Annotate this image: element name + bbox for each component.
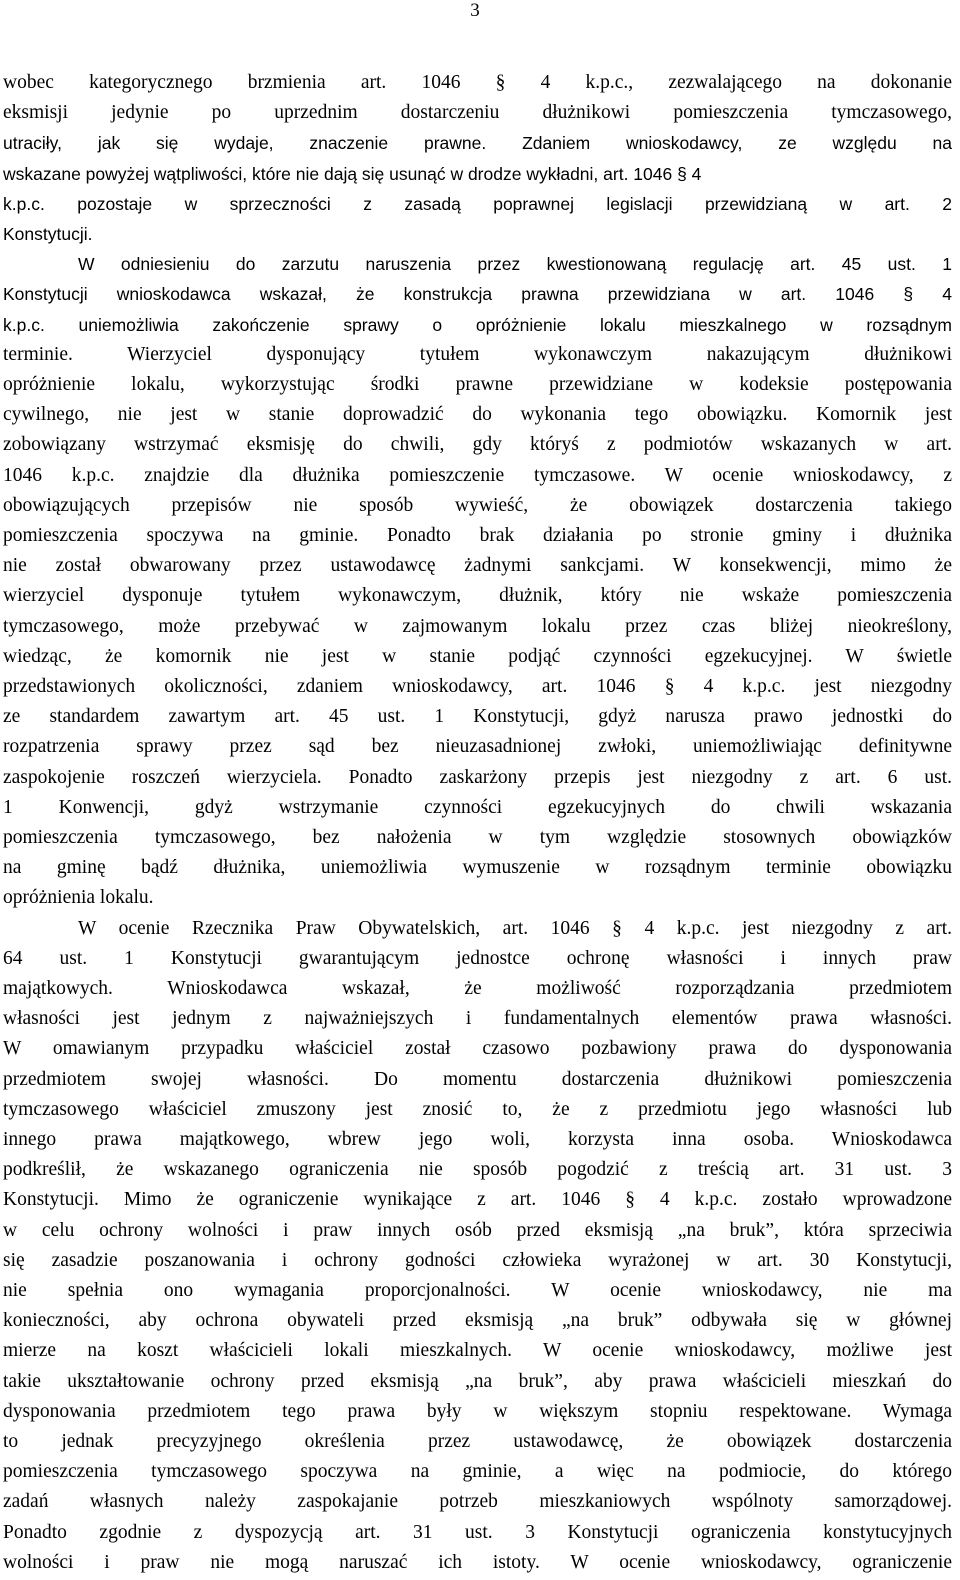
text-line: wobec kategorycznego brzmienia art. 1046 § 4 k.p.c., zezwalającego na dokonanie: [3, 72, 952, 93]
text-line: zaspokojenie roszczeń wierzyciela. Ponadto zaskarżony przepis jest niezgodny z art. 6 ust.: [3, 766, 952, 788]
text-line: konieczności, aby ochrona obywateli przed eksmisją „na bruk” odbywała się w głównej: [3, 1310, 952, 1332]
text-line: pomieszczenia tymczasowego spoczywa na gminie, a więc na podmiocie, do którego: [3, 1461, 952, 1483]
text-line: opróżnienie lokalu, wykorzystując środki prawne przewidziane w kodeksie postępowania: [3, 374, 952, 395]
text-line: obowiązujących przepisów nie sposób wywieść, że obowiązek dostarczenia takiego: [3, 494, 952, 516]
text-line: 1 Konwencji, gdyż wstrzymanie czynności egzekucyjnych do chwili wskazania: [3, 796, 952, 818]
page-number: 3: [470, 0, 480, 21]
text-line: cywilnego, nie jest w stanie doprowadzić do wykonania tego obowiązku. Komornik jest: [3, 404, 952, 426]
text-line: na gminę bądź dłużnika, uniemożliwia wymuszenie w rozsądnym terminie obowiązku: [3, 857, 952, 879]
text-line: eksmisji jedynie po uprzednim dostarczeniu dłużnikowi pomieszczenia tymczasowego,: [3, 102, 952, 124]
text-line: wierzyciel dysponuje tytułem wykonawczym, dłużnik, który nie wskaże pomieszczenia: [3, 585, 952, 607]
text-line: utraciły, jak się wydaje, znaczenie prawne. Zdaniem wnioskodawcy, ze względu na: [3, 133, 952, 154]
text-line: pomieszczenia spoczywa na gminie. Ponadto brak działania po stronie gminy i dłużnika: [3, 525, 952, 546]
text-line: zadań własnych należy zaspokajanie potrzeb mieszkaniowych wspólnoty samorządowej.: [3, 1491, 952, 1513]
text-line: przedstawionych okoliczności, zdaniem wnioskodawcy, art. 1046 § 4 k.p.c. jest niezgodny: [3, 676, 952, 697]
text-line: wolności i praw nie mogą naruszać ich istoty. W ocenie wnioskodawcy, ograniczenie: [3, 1551, 952, 1573]
text-line: W ocenie Rzecznika Praw Obywatelskich, art. 1046 § 4 k.p.c. jest niezgodny z art.: [78, 917, 952, 939]
text-line: W odniesieniu do zarzutu naruszenia przez kwestionowaną regulację art. 45 ust. 1: [78, 254, 952, 275]
text-line: terminie. Wierzyciel dysponujący tytułem wykonawczym nakazującym dłużnikowi: [3, 343, 952, 365]
text-line: majątkowych. Wnioskodawca wskazał, że możliwość rozporządzania przedmiotem: [3, 978, 952, 999]
text-line: nie został obwarowany przez ustawodawcę żadnymi sankcjami. W konsekwencji, mimo że: [3, 555, 952, 577]
text-line: 64 ust. 1 Konstytucji gwarantującym jednostce ochronę własności i innych praw: [3, 947, 952, 969]
text-line: k.p.c. pozostaje w sprzeczności z zasadą poprawnej legislacji przewidzianą w art. 2: [3, 193, 952, 214]
text-line: Konstytucji. Mimo że ograniczenie wynikające z art. 1046 § 4 k.p.c. zostało wprowadzone: [3, 1189, 952, 1211]
text-line: ze standardem zawartym art. 45 ust. 1 Konstytucji, gdyż narusza prawo jednostki do: [3, 706, 952, 728]
text-line: innego prawa majątkowego, wbrew jego woli, korzysta inna osoba. Wnioskodawca: [3, 1129, 952, 1150]
text-line: własności jest jednym z najważniejszych i fundamentalnych elementów prawa własności.: [3, 1008, 952, 1030]
text-line: opróżnienia lokalu.: [3, 887, 154, 909]
text-line: przedmiotem swojej własności. Do momentu dostarczenia dłużnikowi pomieszczenia: [3, 1068, 952, 1090]
text-line: podkreślił, że wskazanego ograniczenia nie sposób pogodzić z treścią art. 31 ust. 3: [3, 1159, 952, 1181]
text-line: k.p.c. uniemożliwia zakończenie sprawy o opróżnienie lokalu mieszkalnego w rozsądnym: [3, 314, 952, 335]
text-line: w celu ochrony wolności i praw innych osób przed eksmisją „na bruk”, która sprzeciwia: [3, 1219, 952, 1241]
text-line: nie spełnia ono wymagania proporcjonalności. W ocenie wnioskodawcy, nie ma: [3, 1280, 952, 1301]
text-line: mierze na koszt właścicieli lokali mieszkalnych. W ocenie wnioskodawcy, możliwe jest: [3, 1340, 952, 1362]
text-line: to jednak precyzyjnego określenia przez ustawodawcę, że obowiązek dostarczenia: [3, 1431, 952, 1452]
text-line: się zasadzie poszanowania i ochrony godności człowieka wyrażonej w art. 30 Konstytucji,: [3, 1249, 952, 1271]
text-line: Konstytucji wnioskodawca wskazał, że konstrukcja prawna przewidziana w art. 1046 § 4: [3, 284, 952, 305]
text-line: pomieszczenia tymczasowego, bez nałożenia w tym względzie stosownych obowiązków: [3, 827, 952, 848]
text-line: Ponadto zgodnie z dyspozycją art. 31 ust. 3 Konstytucji ograniczenia konstytucyjnych: [3, 1521, 952, 1543]
text-line: tymczasowego, może przebywać w zajmowanym lokalu przez czas bliżej nieokreślony,: [3, 615, 952, 637]
text-line: wiedząc, że komornik nie jest w stanie podjąć czynności egzekucyjnej. W świetle: [3, 645, 952, 667]
text-line: dysponowania przedmiotem tego prawa były w większym stopniu respektowane. Wymaga: [3, 1400, 952, 1422]
text-line: wskazane powyżej wątpliwości, które nie dają się usunąć w drodze wykładni, art. 1046 § 4: [3, 163, 702, 184]
text-line: Konstytucji.: [3, 224, 93, 244]
text-line: rozpatrzenia sprawy przez sąd bez nieuzasadnionej zwłoki, uniemożliwiając definitywne: [3, 736, 952, 758]
text-line: takie ukształtowanie ochrony przed eksmisją „na bruk”, aby prawa właścicieli mieszkań do: [3, 1370, 952, 1392]
text-line: zobowiązany wstrzymać eksmisję do chwili, gdy któryś z podmiotów wskazanych w art.: [3, 434, 952, 456]
text-line: W omawianym przypadku właściciel został czasowo pozbawiony prawa do dysponowania: [3, 1038, 952, 1060]
text-line: tymczasowego właściciel zmuszony jest znosić to, że z przedmiotu jego własności lub: [3, 1098, 952, 1120]
text-line: 1046 k.p.c. znajdzie dla dłużnika pomieszczenie tymczasowe. W ocenie wnioskodawcy, z: [3, 464, 952, 486]
